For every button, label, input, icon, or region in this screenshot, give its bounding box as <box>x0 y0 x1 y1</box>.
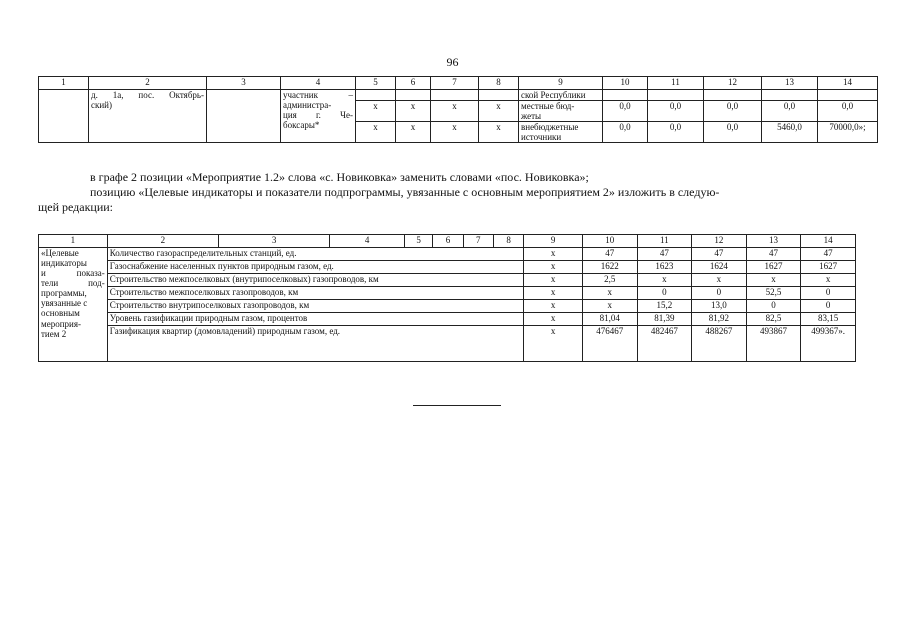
value-cell: 1624 <box>692 261 747 274</box>
x-cell: x <box>431 101 479 122</box>
paragraph: в графе 2 позиции «Мероприятие 1.2» слова «с. Новиковка» заменить словами «пос. Новиковка»; <box>90 170 589 184</box>
source-text: источники <box>521 132 562 143</box>
header-cell: 8 <box>479 77 519 90</box>
table-cell <box>89 90 207 143</box>
table-cell <box>281 90 356 143</box>
participant-text: администра- <box>283 100 332 111</box>
value-cell: 47 <box>692 248 747 261</box>
x-cell: х <box>524 274 583 287</box>
header-cell: 14 <box>818 77 878 90</box>
table-header-row <box>39 77 878 90</box>
value-cell: х <box>692 274 747 287</box>
group-text: основным <box>41 308 80 319</box>
x-cell: x <box>479 122 519 143</box>
header-cell: 12 <box>692 235 747 248</box>
value-cell: 52,5 <box>746 287 801 300</box>
table-row <box>39 261 856 274</box>
value-cell: 0,0 <box>818 101 878 122</box>
header-cell: 14 <box>801 235 856 248</box>
value-cell: 493867 <box>746 326 801 362</box>
header-cell: 5 <box>405 235 433 248</box>
value-cell: 0,0 <box>762 101 818 122</box>
table-row <box>39 326 856 362</box>
group-text: «Целевые <box>41 248 79 258</box>
value-cell: 47 <box>801 248 856 261</box>
table-row <box>39 313 856 326</box>
value-cell: 0 <box>692 287 747 300</box>
table-cell <box>207 90 281 143</box>
indicator-name: Уровень газификации природным газом, процентов <box>107 313 524 326</box>
value-cell: 0 <box>801 300 856 313</box>
indicator-name: Газоснабжение населенных пунктов природным газом, ед. <box>107 261 524 274</box>
table-row <box>39 90 878 101</box>
header-cell: 11 <box>648 77 704 90</box>
indicator-name: Газификация квартир (домовладений) природным газом, ед. <box>107 326 524 362</box>
header-cell: 2 <box>89 77 207 90</box>
indicator-name: Количество газораспределительных станций, ед. <box>107 248 524 261</box>
indicator-name: Строительство внутрипоселковых газопроводов, км <box>107 300 524 313</box>
value-cell: х <box>637 274 692 287</box>
value-cell: 1622 <box>582 261 637 274</box>
header-cell: 1 <box>39 77 89 90</box>
value-cell: 482467 <box>637 326 692 362</box>
table-cell <box>479 90 519 101</box>
value-cell: 1627 <box>746 261 801 274</box>
value-cell: 476467 <box>582 326 637 362</box>
group-text: тием 2 <box>41 328 67 339</box>
indicator-name: Строительство межпоселковых газопроводов, км <box>107 287 524 300</box>
source-cell <box>519 122 603 143</box>
location-text: д. 1а, пос. Октябрь- <box>91 90 204 100</box>
value-cell: 5460,0 <box>762 122 818 143</box>
header-cell: 11 <box>637 235 692 248</box>
page-number: 96 <box>446 55 459 69</box>
header-cell: 10 <box>603 77 648 90</box>
value-cell: 15,2 <box>637 300 692 313</box>
table-cell <box>762 90 818 101</box>
header-cell: 1 <box>39 235 108 248</box>
indicator-group-cell <box>39 248 108 362</box>
value-cell: 0,0 <box>603 101 648 122</box>
table-cell <box>704 90 762 101</box>
header-cell: 9 <box>524 235 583 248</box>
group-text: тели под- <box>41 278 105 289</box>
value-cell: 0 <box>637 287 692 300</box>
table-cell <box>648 90 704 101</box>
value-cell: 0 <box>746 300 801 313</box>
value-cell: х <box>746 274 801 287</box>
value-cell: 47 <box>582 248 637 261</box>
continuation-table <box>38 76 878 143</box>
table-cell <box>431 90 479 101</box>
indicator-name: Строительство межпоселковых (внутрипоселковых) газопроводов, км <box>107 274 524 287</box>
table-cell <box>356 90 396 101</box>
table-row <box>39 300 856 313</box>
value-cell: 0,0 <box>704 122 762 143</box>
table-cell <box>603 90 648 101</box>
header-cell: 13 <box>746 235 801 248</box>
value-cell: 1627 <box>801 261 856 274</box>
header-cell: 4 <box>281 77 356 90</box>
header-cell: 4 <box>330 235 405 248</box>
participant-text: участник – <box>283 90 353 100</box>
value-cell: 81,39 <box>637 313 692 326</box>
source-text: местные бюд- <box>521 101 575 112</box>
value-cell: х <box>582 287 637 300</box>
location-text: ский) <box>91 100 112 111</box>
header-cell: 10 <box>582 235 637 248</box>
paragraph: щей редакции: <box>38 200 114 214</box>
table-row <box>39 248 856 261</box>
value-cell: 83,15 <box>801 313 856 326</box>
value-cell: 47 <box>746 248 801 261</box>
x-cell: x <box>396 122 431 143</box>
value-cell: 488267 <box>692 326 747 362</box>
header-cell: 8 <box>493 235 523 248</box>
closing-rule <box>413 405 501 406</box>
x-cell: х <box>524 313 583 326</box>
header-cell: 7 <box>463 235 493 248</box>
participant-text: боксары* <box>283 120 320 131</box>
header-cell: 7 <box>431 77 479 90</box>
value-cell: 47 <box>637 248 692 261</box>
header-cell: 6 <box>433 235 463 248</box>
participant-text: ция г. Че- <box>283 110 353 121</box>
value-cell: 0 <box>801 287 856 300</box>
value-cell: 13,0 <box>692 300 747 313</box>
header-cell: 6 <box>396 77 431 90</box>
x-cell: х <box>524 326 583 362</box>
value-cell: 81,04 <box>582 313 637 326</box>
x-cell: x <box>356 122 396 143</box>
value-cell: 82,5 <box>746 313 801 326</box>
value-cell: 0,0 <box>603 122 648 143</box>
x-cell: х <box>524 287 583 300</box>
group-text: мероприя- <box>41 318 81 329</box>
value-cell: 0,0 <box>648 122 704 143</box>
value-cell: 0,0 <box>704 101 762 122</box>
source-text: внебюджетные <box>521 122 579 133</box>
table-cell <box>818 90 878 101</box>
table-cell <box>39 90 89 143</box>
amendment-text <box>38 170 852 215</box>
value-cell: 0,0 <box>648 101 704 122</box>
header-cell: 3 <box>207 77 281 90</box>
x-cell: x <box>479 101 519 122</box>
header-cell: 13 <box>762 77 818 90</box>
group-text: увязанные с <box>41 298 88 309</box>
x-cell: х <box>524 261 583 274</box>
header-cell: 2 <box>107 235 218 248</box>
value-cell: 1623 <box>637 261 692 274</box>
table-row <box>39 287 856 300</box>
table-row <box>39 274 856 287</box>
header-cell: 3 <box>218 235 329 248</box>
group-text: индикаторы <box>41 258 87 269</box>
value-cell: х <box>582 300 637 313</box>
source-cell: ской Республики <box>519 90 603 101</box>
source-text: жеты <box>521 111 542 122</box>
value-cell: 70000,0»; <box>818 122 878 143</box>
table-header-row <box>39 235 856 248</box>
x-cell: x <box>396 101 431 122</box>
group-text: и показа- <box>41 268 105 279</box>
indicators-table <box>38 234 856 362</box>
group-text: программы, <box>41 288 87 299</box>
value-cell: 81,92 <box>692 313 747 326</box>
source-cell <box>519 101 603 122</box>
value-cell: 2,5 <box>582 274 637 287</box>
x-cell: x <box>431 122 479 143</box>
value-cell: х <box>801 274 856 287</box>
x-cell: x <box>356 101 396 122</box>
header-cell: 9 <box>519 77 603 90</box>
header-cell: 12 <box>704 77 762 90</box>
paragraph: позицию «Целевые индикаторы и показатели подпрограммы, увязанные с основным мероприятием 2» изложить в следую- <box>90 185 720 199</box>
x-cell: х <box>524 300 583 313</box>
value-cell: 499367». <box>801 326 856 362</box>
table-cell <box>396 90 431 101</box>
x-cell: х <box>524 248 583 261</box>
header-cell: 5 <box>356 77 396 90</box>
